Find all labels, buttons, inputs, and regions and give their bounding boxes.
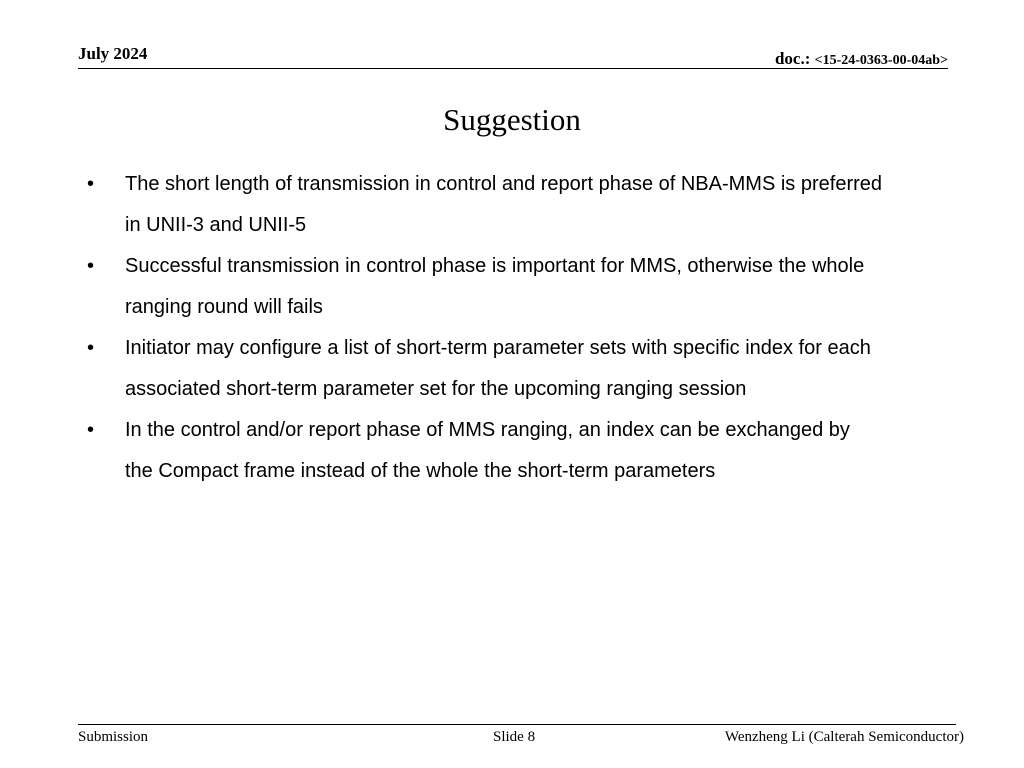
bullet-item — [80, 410, 1000, 492]
bullet-line: Successful transmission in control phase is important for MMS, otherwise the whole — [125, 255, 865, 277]
bullet-line: ranging round will fails — [125, 296, 323, 318]
bullet-line: the Compact frame instead of the whole the short-term parameters — [125, 460, 716, 482]
footer-slide-number: Slide 8 — [493, 729, 536, 745]
header-date: July 2024 — [78, 44, 148, 63]
doc-number: <15-24-0363-00-04ab> — [814, 53, 948, 68]
bullet-marker: • — [87, 173, 95, 195]
bullet-item — [80, 164, 1000, 246]
bullet-line: associated short-term parameter set for the upcoming ranging session — [125, 378, 747, 400]
bullet-marker: • — [87, 255, 95, 277]
footer-author: Wenzheng Li (Calterah Semiconductor) — [724, 729, 964, 745]
slide-title: Suggestion — [443, 102, 581, 137]
bullet-line: In the control and/or report phase of MMS ranging, an index can be exchanged by — [125, 419, 850, 441]
bullet-list — [80, 164, 1000, 492]
header-divider — [78, 68, 948, 69]
doc-label: doc.: — [774, 49, 815, 68]
bullet-marker: • — [87, 419, 95, 441]
bullet-line: in UNII-3 and UNII-5 — [125, 214, 307, 236]
bullet-item — [80, 246, 1000, 328]
footer-submission: Submission — [78, 729, 149, 745]
bullet-marker: • — [87, 337, 95, 359]
footer-divider — [78, 724, 956, 725]
bullet-line: The short length of transmission in control and report phase of NBA-MMS is preferred — [125, 173, 883, 195]
bullet-line: Initiator may configure a list of short-term parameter sets with specific index for each — [125, 337, 871, 359]
bullet-item — [80, 328, 1000, 410]
